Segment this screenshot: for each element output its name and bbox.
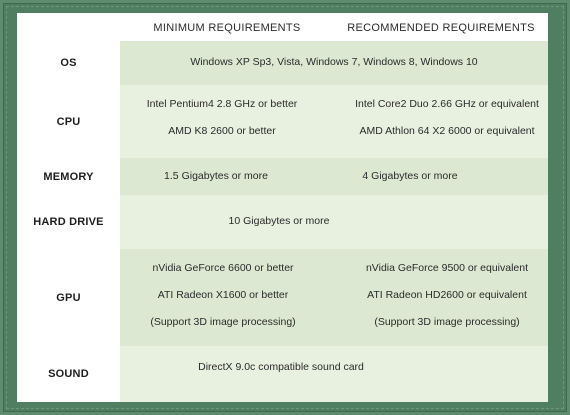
sound-value: DirectX 9.0c compatible sound card (198, 361, 364, 373)
cpu-cell (120, 85, 548, 158)
cpu-rec-line-2: AMD Athlon 64 X2 6000 or equivalent (359, 125, 535, 137)
table-row-sound (17, 346, 548, 402)
table-header-row (17, 13, 548, 41)
gpu-min-line-2: ATI Radeon X1600 or better (157, 289, 289, 301)
table-row-cpu (17, 85, 548, 158)
header-minimum: MINIMUM REQUIREMENTS (153, 22, 301, 34)
gpu-min-line-1: nVidia GeForce 6600 or better (152, 262, 294, 274)
memory-rec: 4 Gigabytes or more (362, 170, 458, 182)
sound-cell (120, 346, 548, 402)
table-row-os (17, 41, 548, 85)
os-value: Windows XP Sp3, Vista, Windows 7, Windows 8, Windows 10 (190, 56, 478, 68)
cpu-min-line-2: AMD K8 2600 or better (168, 125, 276, 137)
table-row-gpu (17, 249, 548, 346)
gpu-rec-line-2: ATI Radeon HD2600 or equivalent (367, 289, 527, 301)
os-cell (120, 41, 548, 85)
table-row-hard-drive (17, 195, 548, 249)
gpu-rec-line-1: nVidia GeForce 9500 or equivalent (365, 262, 529, 274)
gpu-rec-line-3: (Support 3D image processing) (374, 316, 520, 328)
row-label-cpu: CPU (56, 115, 81, 128)
gpu-min-line-3: (Support 3D image processing) (150, 316, 296, 328)
row-label-hard-drive: HARD DRIVE (33, 216, 104, 228)
hard-drive-value: 10 Gigabytes or more (228, 215, 330, 227)
row-label-memory: MEMORY (43, 170, 94, 183)
hard-drive-cell (120, 195, 548, 249)
cpu-rec-line-1: Intel Core2 Duo 2.66 GHz or equivalent (355, 98, 539, 110)
header-recommended: RECOMMENDED REQUIREMENTS (347, 22, 535, 34)
row-label-os: OS (60, 57, 77, 69)
memory-cell (120, 158, 548, 195)
row-label-sound: SOUND (48, 368, 89, 380)
table-row-memory (17, 158, 548, 195)
cpu-min-line-1: Intel Pentium4 2.8 GHz or better (146, 98, 298, 110)
memory-min: 1.5 Gigabytes or more (164, 170, 268, 182)
requirements-table (17, 13, 548, 402)
row-label-gpu: GPU (56, 291, 81, 304)
gpu-cell (120, 249, 548, 346)
